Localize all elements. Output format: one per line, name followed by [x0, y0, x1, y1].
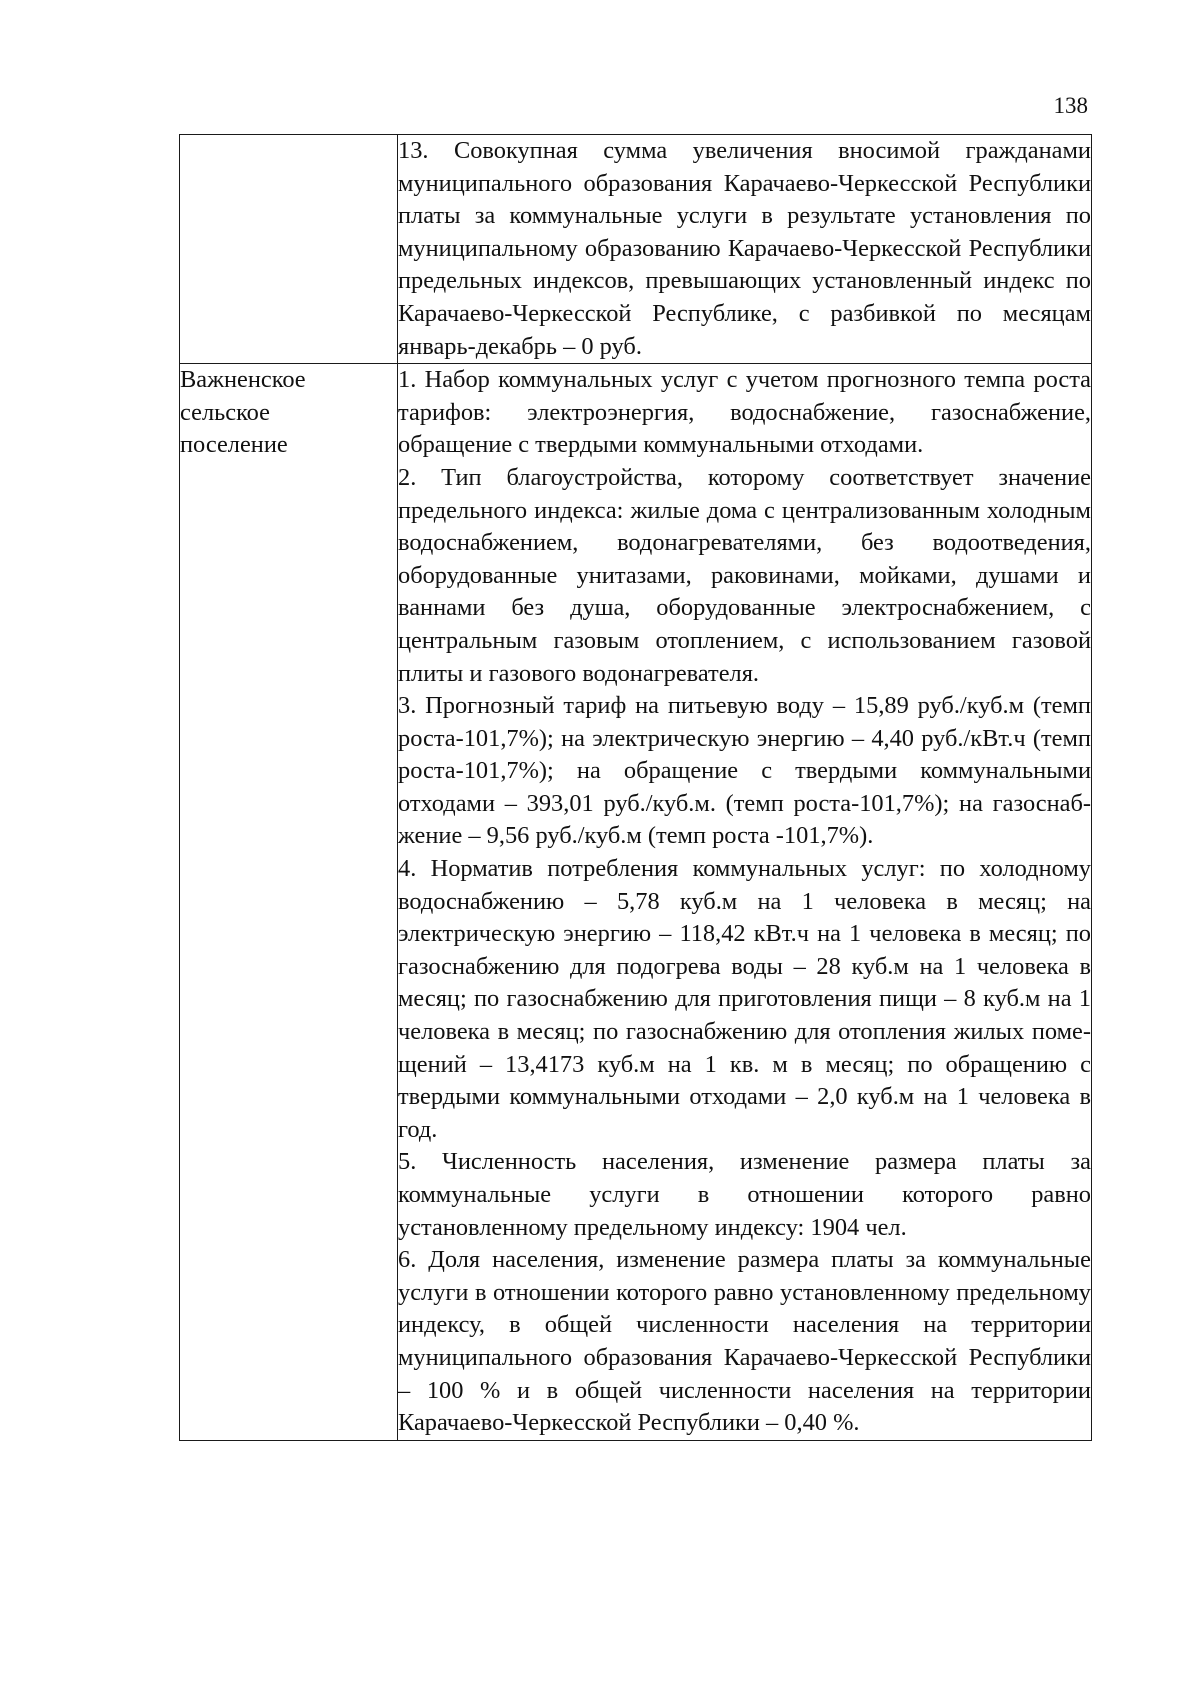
paragraph-6: 6. Доля населения, изменение размера платы за коммунальные услуги в отношении которого равно установленному предельному индексу, в общей численности населения на территории муниципального образования Карачаево-Черкесской Республики – 100 % и в общей численности населения на территории Карачаево-Черкесской Республики – 0,40 %. [398, 1246, 1091, 1437]
paragraph-3: 3. Прогнозный тариф на питьевую воду – 15,89 руб./куб.м (темп роста-101,7%); на электрическую энергию – 4,40 руб./кВт.ч (темп роста-101,7%); на обращение с твердыми коммунальными отходами – 393,01 руб./куб.м. (темп роста-101,7%); на газоснабжение – 9,56 руб./куб.м (темп роста -101,7%). [398, 692, 1091, 850]
paragraph-13: 13. Совокупная сумма увеличения вносимой гражданами муниципального образования Карачаево-Черкесской Республики платы за коммунальные услуги в результате установления по муниципальному образованию Карачаево-Черкесской Республики предельных индексов, превышающих установленный индекс по Карачаево-Черкесской Республике, с разбивкой по месяцам январь-декабрь – 0 руб. [398, 137, 1091, 360]
municipality-cell [180, 364, 398, 1441]
content-cell [398, 135, 1092, 364]
paragraph-5: 5. Численность населения, изменение размера платы за коммунальные услуги в отношении которого равно установленному предельному индексу: 1904 чел. [398, 1148, 1091, 1241]
paragraph-2: 2. Тип благоустройства, которому соответствует значение предельного индекса: жилые дома с централизованным холодным водоснабжением, водонагревателями, без водоотведения, оборудованные унитазами, раковинами, мойками, душами и ваннами без душа, оборудованные электроснабжением, с центральным газовым отоплением, с использованием газовой плиты и газового водонагревателя. [398, 463, 1091, 687]
table-row [180, 364, 1092, 1441]
paragraph-1: 1. Набор коммунальных услуг с учетом прогнозного темпа роста тарифов: электроэнергия, водоснабжение, газоснабжение, обращение с твердыми коммунальными отходами. [398, 366, 1091, 459]
content-table [179, 134, 1092, 1441]
page-number: 138 [1053, 93, 1088, 118]
municipality-cell [180, 135, 398, 364]
municipality-name-line: сельское [180, 398, 270, 426]
table-row [180, 135, 1092, 364]
municipality-name-line: Важненское [180, 366, 306, 394]
municipality-name-line: поселение [180, 431, 288, 459]
content-cell [398, 364, 1092, 1441]
paragraph-4: 4. Норматив потребления коммунальных услуг: по холодному водоснабжению – 5,78 куб.м на 1 человека в месяц; на электрическую энергию – 118,42 кВт.ч на 1 человека в месяц; по газоснабжению для подогрева воды – 28 куб.м на 1 человека в месяц; по газоснабжению для приготовления пищи – 8 куб.м на 1 человека в месяц; по газоснабжению для отопления жилых помещений – 13,4173 куб.м на 1 кв. м в месяц; по обращению с твердыми коммунальными отходами – 2,0 куб.м на 1 человека в год. [398, 855, 1091, 1143]
